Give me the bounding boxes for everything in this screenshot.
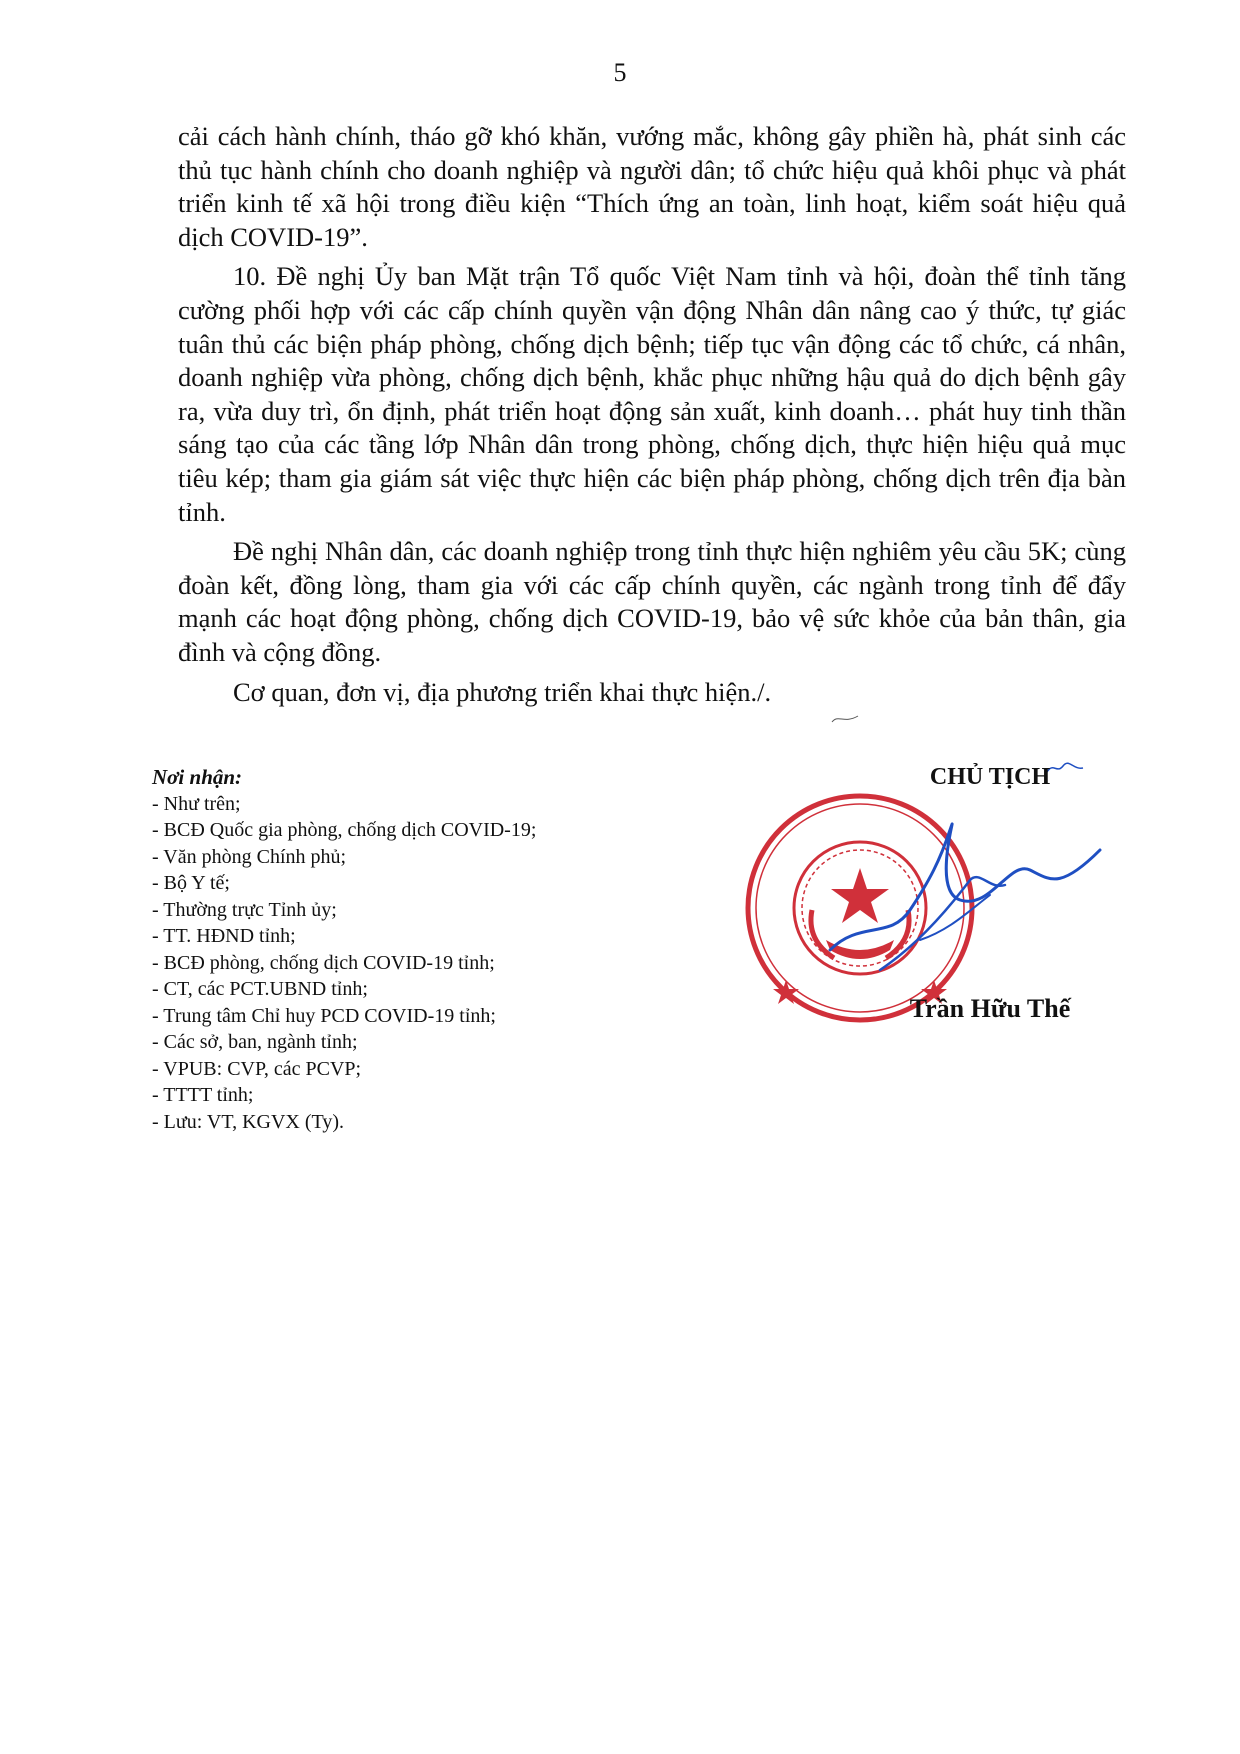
- recipients-heading: Nơi nhận:: [152, 765, 243, 789]
- body-paragraph: Cơ quan, đơn vị, địa phương triển khai thực hiện./.: [233, 676, 772, 707]
- recipient-item: - BCĐ Quốc gia phòng, chống dịch COVID-19;: [152, 819, 537, 841]
- recipients-list: [152, 791, 672, 1136]
- initials-mark: [830, 712, 860, 726]
- signature-stroke: [920, 895, 990, 940]
- recipient-item: - Bộ Y tế;: [152, 872, 230, 894]
- recipient-item: - VPUB: CVP, các PCVP;: [152, 1057, 362, 1080]
- seal-text-path: [775, 840, 812, 940]
- body-paragraph: 10. Đề nghị Ủy ban Mặt trận Tổ quốc Việt Nam tỉnh và hội, đoàn thể tỉnh tăng cường phối hợp với các cấp chính quyền vận động Nhân dân nâng cao ý thức, tự giác tuân thủ các biện pháp phòng, chống dịch bệnh; tiếp tục vận động các tổ chức, cá nhân, doanh nghiệp vừa phòng, chống dịch bệnh, khắc phục những hậu quả do dịch bệnh gây ra, vừa duy trì, ổn định, phát triển hoạt động sản xuất, kinh doanh… phát huy tinh thần sáng tạo của các tầng lớp Nhân dân trong phòng, chống dịch, thực hiện hiệu quả mục tiêu kép; tham gia giám sát việc thực hiện các biện pháp phòng, chống dịch trên địa bàn tỉnh.: [178, 261, 1126, 527]
- signer-name: Trần Hữu Thế: [909, 994, 1071, 1023]
- recipient-item: - BCĐ phòng, chống dịch COVID-19 tỉnh;: [152, 951, 495, 974]
- recipient-item: - TTTT tỉnh;: [152, 1084, 254, 1106]
- recipients-block: [152, 764, 672, 1135]
- recipient-item: - Như trên;: [152, 792, 241, 815]
- signer-title: CHỦ TỊCH: [929, 764, 1051, 790]
- signature: [820, 800, 1110, 1000]
- recipient-item: - Văn phòng Chính phủ;: [152, 845, 347, 868]
- recipient-item: - Trung tâm Chỉ huy PCD COVID-19 tỉnh;: [152, 1004, 496, 1027]
- body-paragraph: Đề nghị Nhân dân, các doanh nghiệp trong tỉnh thực hiện nghiêm yêu cầu 5K; cùng đoàn kết, đồng lòng, tham gia với các cấp chính quyền, các ngành trong tỉnh để đẩy mạnh các hoạt động phòng, chống dịch COVID-19, bảo vệ sức khỏe của bản thân, gia đình và cộng đồng.: [178, 536, 1126, 667]
- body-paragraph: cải cách hành chính, tháo gỡ khó khăn, vướng mắc, không gây phiền hà, phát sinh các thủ tục hành chính cho doanh nghiệp và người dân; tổ chức hiệu quả khôi phục và phát triển kinh tế xã hội trong điều kiện “Thích ứng an toàn, linh hoạt, kiểm soát hiệu quả dịch COVID-19”.: [178, 121, 1126, 252]
- signature-stroke: [880, 877, 1005, 970]
- recipient-item: - Lưu: VT, KGVX (Ty).: [152, 1110, 345, 1133]
- recipient-item: - CT, các PCT.UBND tỉnh;: [152, 978, 368, 1000]
- page-number: 5: [613, 58, 627, 87]
- document-body: [178, 120, 1126, 715]
- recipient-item: - Các sở, ban, ngành tỉnh;: [152, 1031, 358, 1053]
- recipient-item: - Thường trực Tỉnh ủy;: [152, 898, 337, 921]
- recipient-item: - TT. HĐND tỉnh;: [152, 925, 296, 947]
